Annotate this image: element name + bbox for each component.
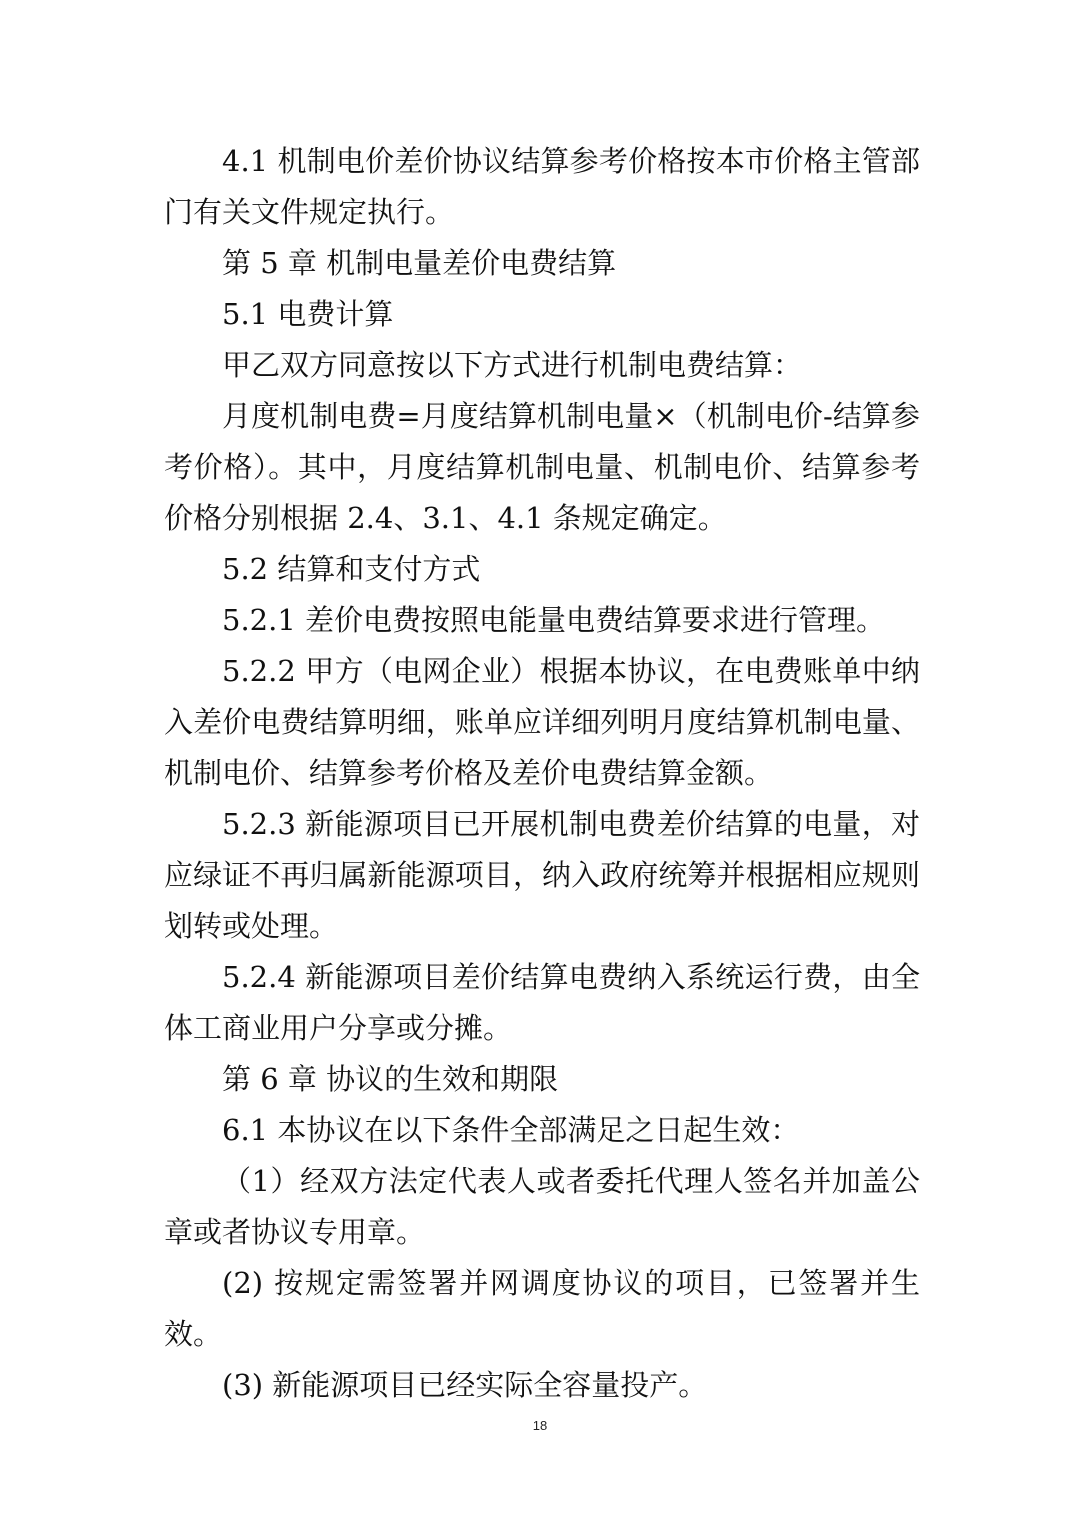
chapter-5-heading: 第 5 章 机制电量差价电费结算	[222, 246, 617, 280]
section-5-2-heading: 5.2 结算和支付方式	[222, 552, 481, 586]
page-number: 18	[532, 1418, 548, 1433]
chapter-6-heading: 第 6 章 协议的生效和期限	[222, 1062, 559, 1096]
clause-5-2-1: 5.2.1 差价电费按照电能量电费结算要求进行管理。	[222, 603, 886, 637]
clause-5-2-4: 5.2.4 新能源项目差价结算电费纳入系统运行费，由全体工商业用户分享或分摊。	[164, 960, 920, 1045]
monthly-fee-formula: 月度机制电费=月度结算机制电量×（机制电价-结算参考价格）。其中，月度结算机制电量、机制电价、结算参考价格分别根据 2.4、3.1、4.1 条规定确定。	[164, 399, 920, 535]
clause-6-1: 6.1 本协议在以下条件全部满足之日起生效：	[222, 1113, 800, 1147]
condition-2: (2) 按规定需签署并网调度协议的项目，已签署并生效。	[164, 1266, 920, 1351]
clause-5-2-3: 5.2.3 新能源项目已开展机制电费差价结算的电量，对应绿证不再归属新能源项目，纳入政府统筹并根据相应规则划转或处理。	[164, 807, 920, 943]
section-5-1-heading: 5.1 电费计算	[222, 297, 394, 331]
condition-1: （1）经双方法定代表人或者委托代理人签名并加盖公章或者协议专用章。	[164, 1164, 920, 1249]
settlement-agreement-text: 甲乙双方同意按以下方式进行机制电费结算：	[222, 348, 803, 382]
clause-5-2-2: 5.2.2 甲方（电网企业）根据本协议，在电费账单中纳入差价电费结算明细，账单应详细列明月度结算机制电量、机制电价、结算参考价格及差价电费结算金额。	[164, 654, 920, 790]
clause-4-1: 4.1 机制电价差价协议结算参考价格按本市价格主管部门有关文件规定执行。	[164, 144, 920, 229]
condition-3: (3) 新能源项目已经实际全容量投产。	[222, 1368, 708, 1402]
document-body	[164, 136, 920, 1411]
